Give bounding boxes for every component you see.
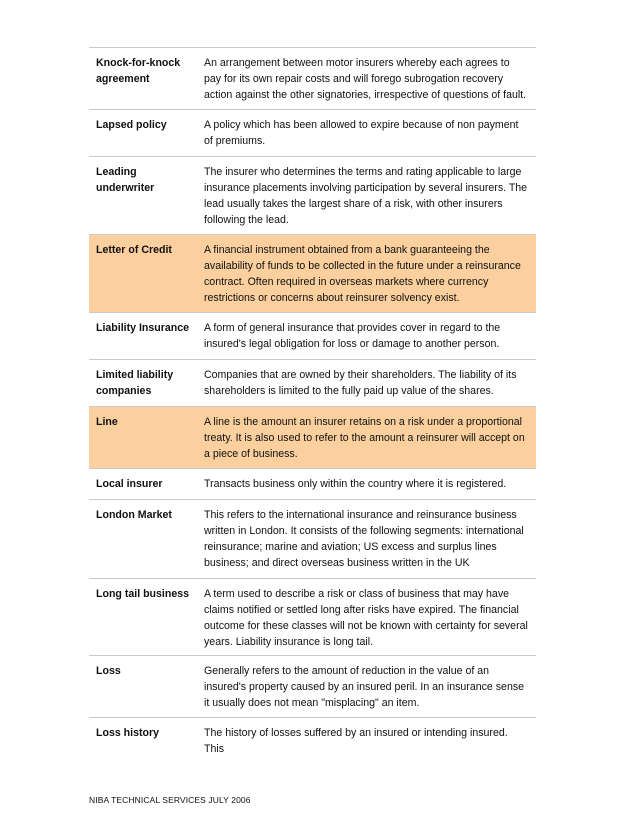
page-footer: NIBA TECHNICAL SERVICES JULY 2006 <box>89 795 251 805</box>
glossary-definition: The insurer who determines the terms and rating applicable to large insurance placements involving participation by several insurers. The lead usually takes the largest share of a risk, with other insurers following the lead. <box>204 166 528 226</box>
glossary-definition: A term used to describe a risk or class of business that may have claims notified or settled long after risks have expired. The financial outcome for these classes will not be known with certainty for several years. Liability insurance is long tail. <box>204 588 528 648</box>
glossary-row <box>89 500 536 579</box>
glossary-table <box>89 47 536 755</box>
glossary-term: Loss <box>96 665 121 677</box>
glossary-row <box>89 313 536 360</box>
glossary-definition: A line is the amount an insurer retains on a risk under a proportional treaty. It is also used to refer to the amount a reinsurer will accept on a piece of business. <box>204 416 525 460</box>
glossary-term: Liability Insurance <box>96 322 190 334</box>
glossary-definition: Transacts business only within the country where it is registered. <box>204 478 507 490</box>
glossary-term: Lapsed policy <box>96 119 167 131</box>
glossary-term: Letter of Credit <box>96 244 172 256</box>
glossary-row <box>89 718 536 755</box>
glossary-row <box>89 157 536 235</box>
glossary-row <box>89 579 536 656</box>
glossary-row <box>89 407 536 469</box>
glossary-definition: A form of general insurance that provides cover in regard to the insured's legal obligation for loss or damage to another person. <box>204 322 501 350</box>
glossary-row <box>89 235 536 313</box>
glossary-definition: An arrangement between motor insurers whereby each agrees to pay for its own repair costs and will forego subrogation recovery action against the other signatories, irrespective of questions of fault. <box>204 57 527 101</box>
glossary-definition: Companies that are owned by their shareholders. The liability of its shareholders is limited to the fully paid up value of the shares. <box>204 369 517 397</box>
glossary-definition: The history of losses suffered by an insured or intending insured. This <box>204 727 508 755</box>
glossary-row <box>89 110 536 157</box>
glossary-term: Long tail business <box>96 588 190 600</box>
glossary-row <box>89 469 536 500</box>
glossary-definition: A policy which has been allowed to expire because of non payment of premiums. <box>204 119 519 147</box>
glossary-definition: Generally refers to the amount of reduction in the value of an insured's property caused by an insured peril. In an insurance sense it usually does not mean "misplacing" an item. <box>204 665 525 709</box>
glossary-term: Knock-for-knock agreement <box>96 57 181 85</box>
glossary-term: Local insurer <box>96 478 163 490</box>
glossary-term: Limited liability companies <box>96 369 174 397</box>
glossary-row <box>89 48 536 110</box>
glossary-row <box>89 360 536 407</box>
glossary-term: London Market <box>96 509 172 521</box>
glossary-term: Loss history <box>96 727 159 739</box>
glossary-term: Line <box>96 416 118 428</box>
glossary-row <box>89 656 536 718</box>
glossary-term: Leading underwriter <box>96 166 155 194</box>
glossary-definition: A financial instrument obtained from a bank guaranteeing the availability of funds to be collected in the future under a reinsurance contract. Often required in overseas markets where currency restrictions or concerns about reinsurer solvency exist. <box>204 244 521 304</box>
glossary-definition: This refers to the international insurance and reinsurance business written in London. It consists of the following segments: international reinsurance; marine and aviation; US excess and surplus lines business; and direct overseas business written in the UK <box>204 509 524 569</box>
